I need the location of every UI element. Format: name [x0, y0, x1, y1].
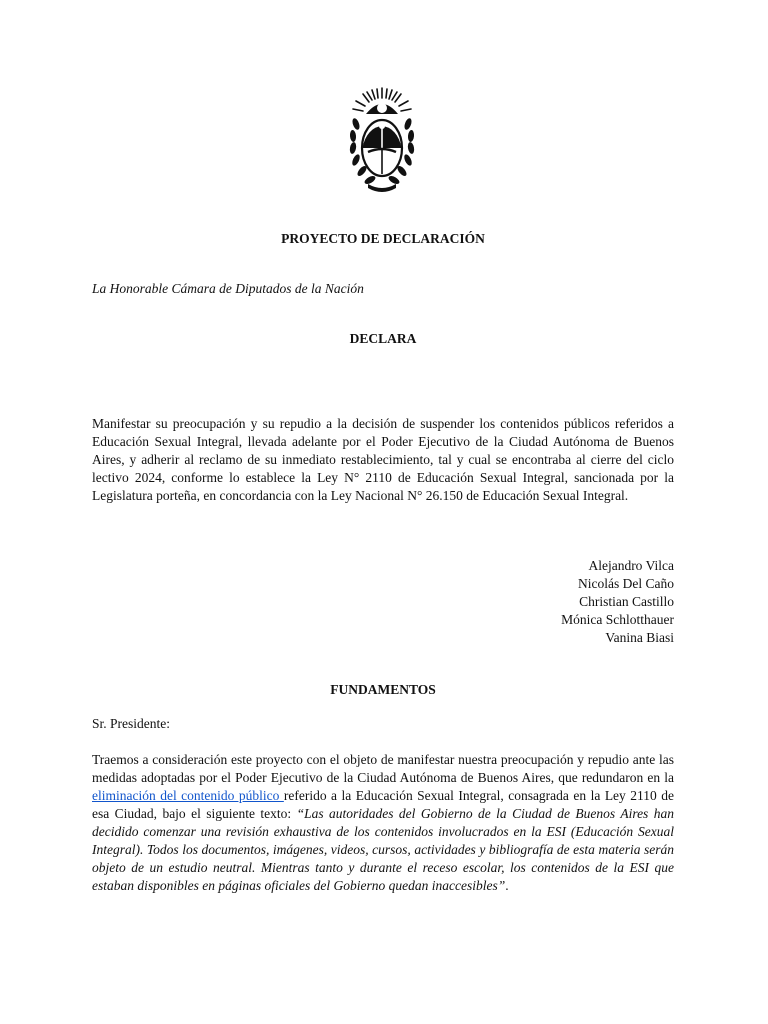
declara-heading: DECLARA [349, 331, 417, 346]
fundamentos-intro-text: Traemos a consideración este proyecto con el objeto de manifestar nuestra preocupación y repudio ante las medidas adoptadas por el Poder Ejecutivo de la Ciudad Autónoma de Buenos Aires, que redundaron en la [92, 752, 674, 785]
signers-list [561, 557, 674, 647]
signer-name: Vanina Biasi [605, 630, 674, 645]
contenido-publico-link[interactable]: eliminación del contenido público [92, 788, 284, 803]
fundamentos-quote: “Las autoridades del Gobierno de la Ciudad de Buenos Aires han decidido comenzar una revisión exhaustiva de los contenidos involucrados en la ESI (Educación Sexual Integral). Todos los documentos, imágenes, videos, cursos, actividades y bibliografía de esta materia serán objeto de un estudio neutral. Mientras tanto y durante el receso escolar, los contenidos de la ESI que estaban disponibles en páginas oficiales del Gobierno quedan inaccesibles” [92, 806, 674, 893]
signer-name: Alejandro Vilca [588, 558, 674, 573]
signer-name: Nicolás Del Caño [578, 576, 674, 591]
fundamentos-end-text: . [505, 878, 509, 893]
fundamentos-heading: FUNDAMENTOS [330, 682, 436, 697]
signer-name: Mónica Schlotthauer [561, 612, 674, 627]
fundamentos-paragraph [92, 751, 674, 895]
signer-name: Christian Castillo [579, 594, 674, 609]
declaration-paragraph: Manifestar su preocupación y su repudio a la decisión de suspender los contenidos públicos referidos a Educación Sexual Integral, llevada adelante por el Poder Ejecutivo de la Ciudad Autónoma de Buenos Aires, y adherir al reclamo de su inmediato restablecimiento, tal y cual se encontraba al cierre del ciclo lectivo 2024, conforme lo establece la Ley N° 2110 de Educación Sexual Integral, sancionada por la Legislatura porteña, en concordancia con la Ley Nacional N° 26.150 de Educación Sexual Integral. [92, 416, 674, 503]
fundamentos-mid-text: referido a la Educación Sexual Integral, consagrada en la Ley 2110 de esa Ciudad, bajo el siguiente texto: [92, 788, 674, 821]
coat-of-arms-icon [346, 86, 418, 196]
document-title: PROYECTO DE DECLARACIÓN [281, 231, 485, 246]
salutation: Sr. Presidente: [92, 716, 170, 731]
chamber-name: La Honorable Cámara de Diputados de la Nación [92, 281, 364, 296]
